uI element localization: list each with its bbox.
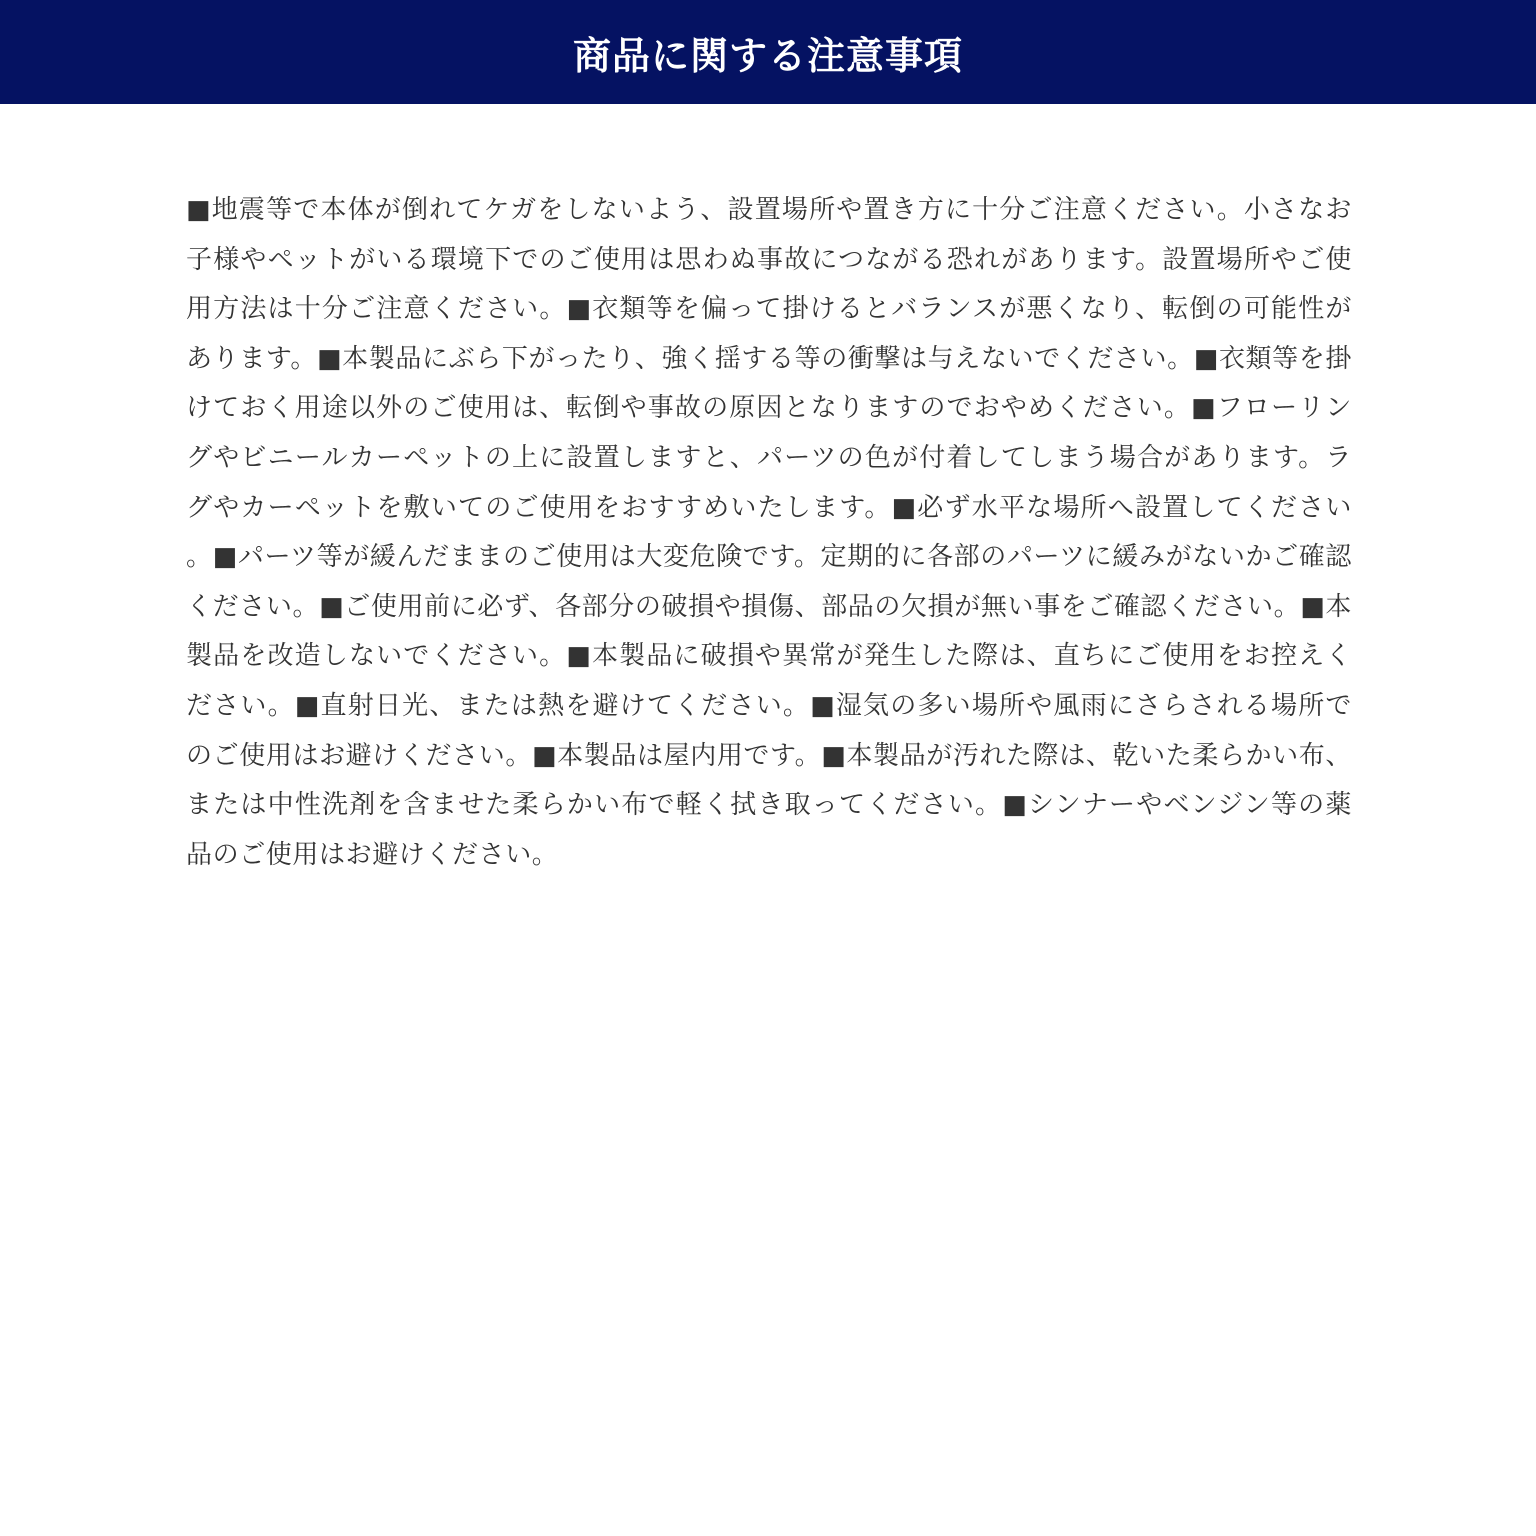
notice-section <box>186 186 1352 880</box>
header-bar <box>0 0 1536 104</box>
notice-paragraph: ■地震等で本体が倒れてケガをしないよう、設置場所や置き方に十分ご注意ください。小さなお子様やペットがいる環境下でのご使用は思わぬ事故につながる恐れがあります。設置場所やご使用方法は十分ご注意ください。■衣類等を偏って掛けるとバランスが悪くなり、転倒の可能性があります。■本製品にぶら下がったり、強く揺する等の衝撃は与えないでください。■衣類等を掛けておく用途以外のご使用は、転倒や事故の原因となりますのでおやめください。■フローリングやビニールカーペットの上に設置しますと、パーツの色が付着してしまう場合があります。ラグやカーペットを敷いてのご使用をおすすめいたします。■必ず水平な場所へ設置してください。■パーツ等が緩んだままのご使用は大変危険です。定期的に各部のパーツに緩みがないかご確認ください。■ご使用前に必ず、各部分の破損や損傷、部品の欠損が無い事をご確認ください。■本製品を改造しないでください。■本製品に破損や異常が発生した際は、直ちにご使用をお控えください。■直射日光、または熱を避けてください。■湿気の多い場所や風雨にさらされる場所でのご使用はお避けください。■本製品は屋内用です。■本製品が汚れた際は、乾いた柔らかい布、または中性洗剤を含ませた柔らかい布で軽く拭き取ってください。■シンナーやベンジン等の薬品のご使用はお避けください。 <box>186 195 1352 870</box>
page-title: 商品に関する注意事項 <box>572 33 963 78</box>
